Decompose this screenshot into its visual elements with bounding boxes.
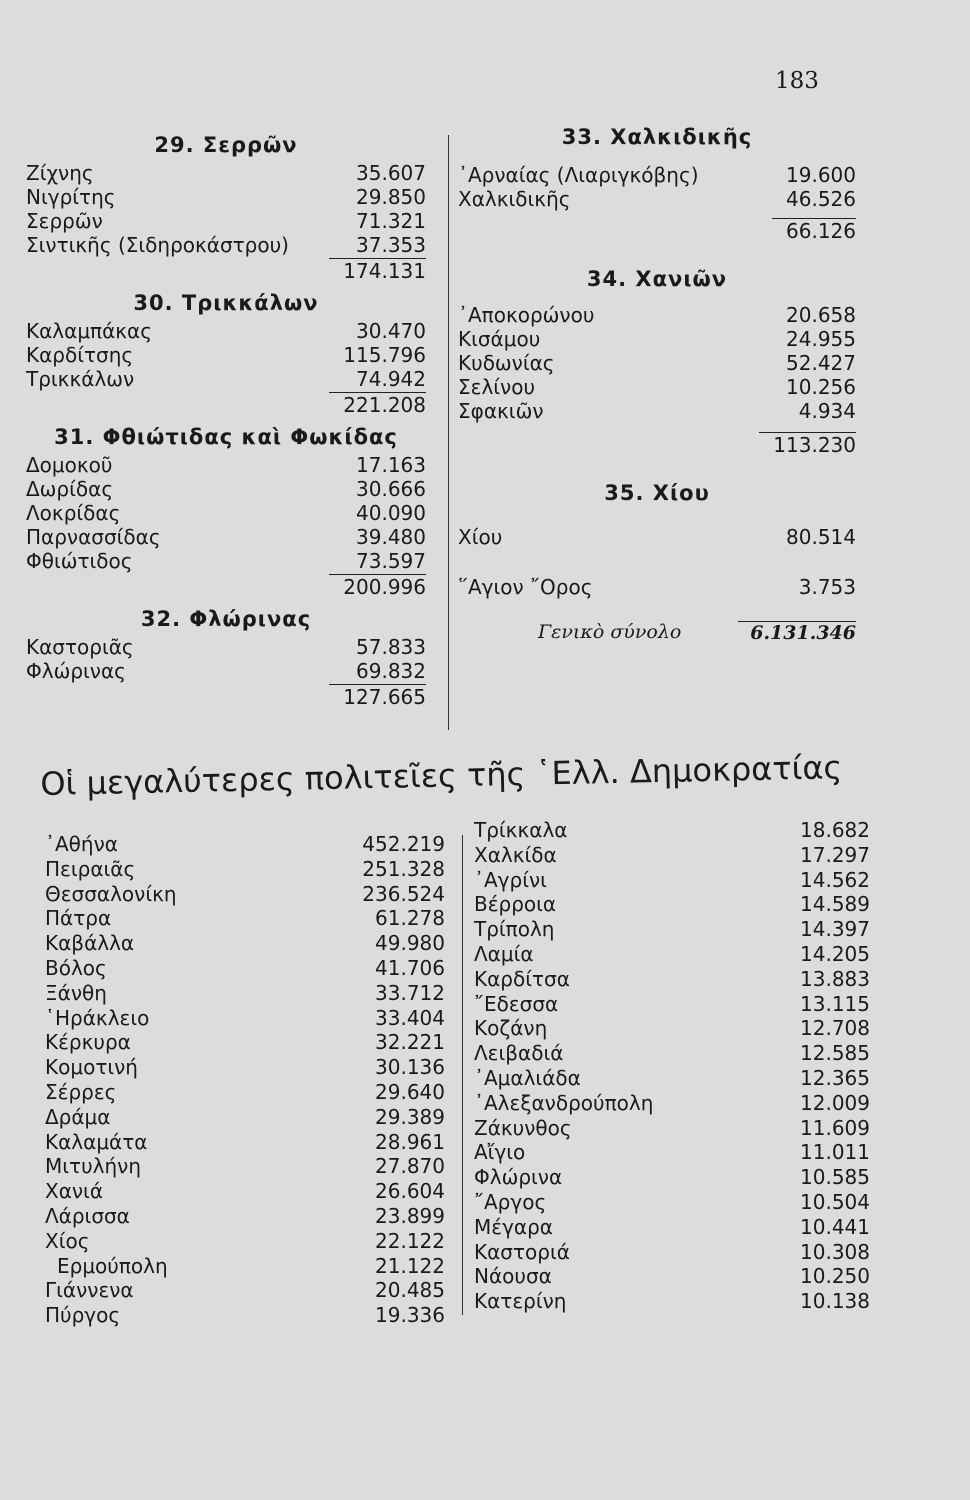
list-item: ᾿Αθήνα 452.219 xyxy=(45,832,445,856)
list-item: ῾Ηράκλειο 33.404 xyxy=(45,1005,445,1030)
list-item: Ξάνθη 33.712 xyxy=(45,980,445,1005)
list-item: ῎Εδεσσα 13.115 xyxy=(474,991,870,1016)
section-29 xyxy=(26,133,426,285)
grand-total xyxy=(458,621,856,644)
list-item: Αἴγιο 11.011 xyxy=(474,1140,870,1165)
column-divider-bottom xyxy=(462,835,463,1315)
row-value: 73.597 xyxy=(356,549,426,573)
table-row xyxy=(26,453,426,477)
row-value: 115.796 xyxy=(343,343,426,367)
list-item: ᾿Αμαλιάδα 12.365 xyxy=(474,1065,870,1090)
table-row xyxy=(26,367,426,391)
table-row xyxy=(26,501,426,525)
row-value: 4.934 xyxy=(798,399,856,423)
table-row xyxy=(458,163,856,187)
row-value: 46.526 xyxy=(786,187,856,211)
section-title: 31. Φθιώτιδας καὶ Φωκίδας xyxy=(54,425,398,449)
row-name: Χίου xyxy=(458,525,503,549)
list-item: Χίος 22.122 xyxy=(45,1228,445,1253)
row-name: Φθιώτιδος xyxy=(26,549,133,573)
section-30 xyxy=(26,291,426,419)
column-divider-top xyxy=(448,135,449,730)
row-name: Λοκρίδας xyxy=(26,501,121,525)
table-row xyxy=(26,161,426,185)
list-item: Βόλος 41.706 xyxy=(45,955,445,980)
grand-total-value: 6.131.346 xyxy=(738,621,856,644)
section-total: 66.126 xyxy=(458,217,856,245)
row-name: ᾿Αρναίας (Λιαριγκόβης) xyxy=(458,163,699,187)
row-name: Καλαμπάκας xyxy=(26,319,152,343)
table-row xyxy=(458,187,856,211)
row-value: 10.256 xyxy=(786,375,856,399)
section-title: 32. Φλώρινας xyxy=(140,607,312,631)
page-number: 183 xyxy=(775,68,819,94)
grand-total-label: Γενικὸ σύνολο xyxy=(538,621,682,643)
section-total: 113.230 xyxy=(458,431,856,459)
table-row xyxy=(26,525,426,549)
table-row xyxy=(458,351,856,375)
row-name: Χαλκιδικῆς xyxy=(458,187,571,211)
section-total: 200.996 xyxy=(26,573,426,601)
list-item: Ερμούπολη 21.122 xyxy=(57,1253,445,1278)
row-name: ῞Αγιον ῎Ορος xyxy=(458,575,593,599)
list-item: Χανιά 26.604 xyxy=(45,1179,445,1204)
list-item: Καλαμάτα 28.961 xyxy=(45,1129,445,1154)
list-item: Σέρρες 29.640 xyxy=(45,1079,445,1104)
list-item: Λάρισσα 23.899 xyxy=(45,1203,445,1228)
section-34 xyxy=(458,267,856,459)
cities-right-column xyxy=(474,818,870,1314)
row-name: Τρικκάλων xyxy=(26,367,135,391)
table-row xyxy=(26,233,426,257)
row-value: 74.942 xyxy=(356,367,426,391)
row-name: ᾿Αποκορώνου xyxy=(458,303,595,327)
list-item: Νάουσα 10.250 xyxy=(474,1264,870,1289)
row-name: Σιντικῆς (Σιδηροκάστρου) xyxy=(26,233,289,257)
row-value: 19.600 xyxy=(786,163,856,187)
table-row xyxy=(26,477,426,501)
section-title: 34. Χανιῶν xyxy=(586,267,728,291)
section-32 xyxy=(26,607,426,711)
right-column-top xyxy=(458,125,856,644)
row-value: 52.427 xyxy=(786,351,856,375)
section-33 xyxy=(458,125,856,245)
list-item: Καβάλλα 49.980 xyxy=(45,931,445,956)
list-item: Φλώρινα 10.585 xyxy=(474,1165,870,1190)
row-value: 37.353 xyxy=(356,233,426,257)
section-31 xyxy=(26,425,426,601)
list-item: Πύργος 19.336 xyxy=(45,1303,445,1328)
list-item: Κατερίνη 10.138 xyxy=(474,1289,870,1314)
row-value: 40.090 xyxy=(356,501,426,525)
cities-left-column xyxy=(45,832,445,1328)
left-column-top xyxy=(26,133,426,711)
row-name: Παρνασσίδας xyxy=(26,525,161,549)
list-item: Καρδίτσα 13.883 xyxy=(474,966,870,991)
list-item: Κοζάνη 12.708 xyxy=(474,1016,870,1041)
row-value: 71.321 xyxy=(356,209,426,233)
table-row xyxy=(26,185,426,209)
list-item: Λειβαδιά 12.585 xyxy=(474,1041,870,1066)
section-title: 35. Χίου xyxy=(604,481,710,505)
row-value: 17.163 xyxy=(356,453,426,477)
agion-oros-row xyxy=(458,575,856,599)
row-value: 20.658 xyxy=(786,303,856,327)
row-name: Ζίχνης xyxy=(26,161,94,185)
list-item: Δράμα 29.389 xyxy=(45,1104,445,1129)
list-item: ῎Αργος 10.504 xyxy=(474,1189,870,1214)
section-total: 221.208 xyxy=(26,391,426,419)
row-value: 39.480 xyxy=(356,525,426,549)
list-item: Μιτυλήνη 27.870 xyxy=(45,1154,445,1179)
list-item: Τρίκκαλα 18.682 xyxy=(474,818,870,842)
row-value: 29.850 xyxy=(356,185,426,209)
section-total: 174.131 xyxy=(26,257,426,285)
section-35 xyxy=(458,481,856,549)
list-item: Πάτρα 61.278 xyxy=(45,906,445,931)
table-row xyxy=(458,399,856,423)
row-name: Καστοριᾶς xyxy=(26,635,134,659)
row-value: 30.470 xyxy=(356,319,426,343)
table-row xyxy=(26,659,426,683)
row-name: Δωρίδας xyxy=(26,477,114,501)
section-title: 33. Χαλκιδικῆς xyxy=(561,125,753,149)
table-row xyxy=(458,375,856,399)
row-value: 30.666 xyxy=(356,477,426,501)
section-title: 29. Σερρῶν xyxy=(154,133,298,157)
row-name: Δομοκοῦ xyxy=(26,453,113,477)
table-row xyxy=(26,635,426,659)
list-item: Θεσσαλονίκη 236.524 xyxy=(45,881,445,906)
list-item: ᾿Αλεξανδρούπολη 12.009 xyxy=(474,1090,870,1115)
row-name: Καρδίτσης xyxy=(26,343,134,367)
list-item: Κέρκυρα 32.221 xyxy=(45,1030,445,1055)
list-item: Λαμία 14.205 xyxy=(474,941,870,966)
list-item: Ζάκυνθος 11.609 xyxy=(474,1115,870,1140)
row-value: 3.753 xyxy=(798,575,856,599)
table-row xyxy=(26,319,426,343)
row-name: Φλώρινας xyxy=(26,659,126,683)
row-name: Σερρῶν xyxy=(26,209,103,233)
row-name: Νιγρίτης xyxy=(26,185,116,209)
row-value: 35.607 xyxy=(356,161,426,185)
list-item: Πειραιᾶς 251.328 xyxy=(45,856,445,881)
list-item: ᾿Αγρίνι 14.562 xyxy=(474,867,870,892)
row-name: Κισάμου xyxy=(458,327,541,351)
row-value: 69.832 xyxy=(356,659,426,683)
cities-title: Οἱ μεγαλύτερες πολιτεῖες τῆς ῾Ελλ. Δημοκρατίας xyxy=(40,748,843,803)
row-value: 57.833 xyxy=(356,635,426,659)
table-row xyxy=(458,525,856,549)
list-item: Γιάννενα 20.485 xyxy=(45,1278,445,1303)
row-name: Κυδωνίας xyxy=(458,351,555,375)
table-row xyxy=(26,549,426,573)
list-item: Καστοριά 10.308 xyxy=(474,1239,870,1264)
row-value: 80.514 xyxy=(786,525,856,549)
list-item: Μέγαρα 10.441 xyxy=(474,1214,870,1239)
table-row xyxy=(26,209,426,233)
list-item: Κομοτινή 30.136 xyxy=(45,1055,445,1080)
table-row xyxy=(26,343,426,367)
list-item: Τρίπολη 14.397 xyxy=(474,917,870,942)
table-row xyxy=(458,303,856,327)
section-total: 127.665 xyxy=(26,683,426,711)
row-name: Σελίνου xyxy=(458,375,536,399)
list-item: Βέρροια 14.589 xyxy=(474,892,870,917)
section-title: 30. Τρικκάλων xyxy=(133,291,319,315)
row-value: 24.955 xyxy=(786,327,856,351)
table-row xyxy=(458,327,856,351)
row-name: Σφακιῶν xyxy=(458,399,544,423)
list-item: Χαλκίδα 17.297 xyxy=(474,842,870,867)
